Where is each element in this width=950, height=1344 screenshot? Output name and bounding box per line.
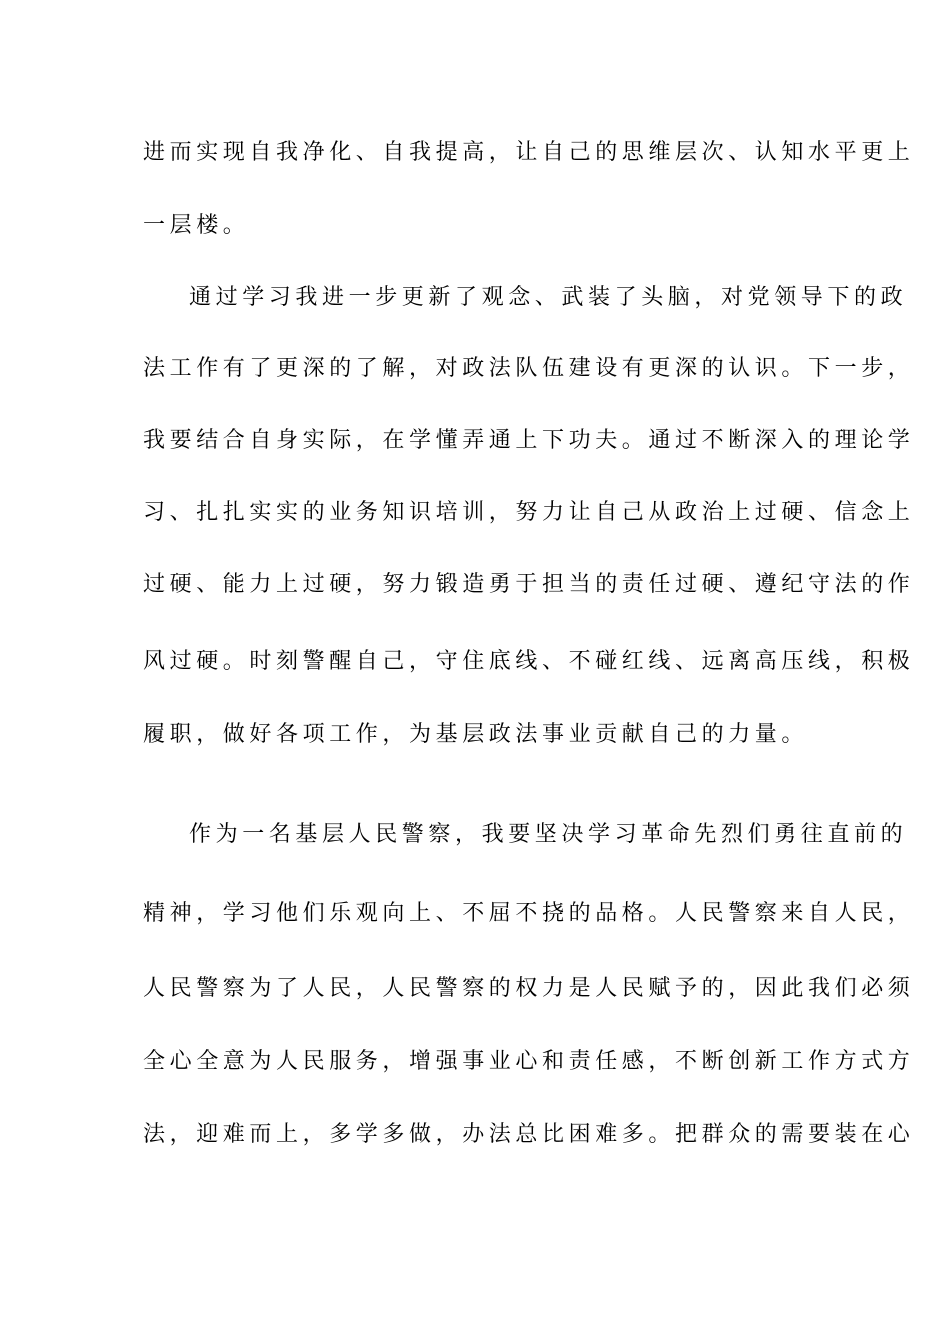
text-line: 履职，做好各项工作，为基层政法事业贡献自己的力量。 (143, 722, 809, 747)
text-line: 人民警察为了人民，人民警察的权力是人民赋予的，因此我们必须 (143, 976, 915, 1001)
text-line: 进而实现自我净化、自我提高，让自己的思维层次、认知水平更上 (143, 140, 915, 165)
paragraph-first-line: 通过学习我进一步更新了观念、武装了头脑，对党领导下的政 (189, 285, 908, 310)
text-line: 我要结合自身实际，在学懂弄通上下功夫。通过不断深入的理论学 (143, 428, 915, 453)
text-line: 一层楼。 (143, 213, 250, 238)
text-line: 习、扎扎实实的业务知识培训，努力让自己从政治上过硬、信念上 (143, 500, 915, 525)
text-line: 风过硬。时刻警醒自己，守住底线、不碰红线、远离高压线，积极 (143, 649, 915, 674)
text-line: 精神，学习他们乐观向上、不屈不挠的品格。人民警察来自人民， (143, 901, 915, 926)
text-line: 全心全意为人民服务，增强事业心和责任感，不断创新工作方式方 (143, 1049, 915, 1074)
paragraph-first-line: 作为一名基层人民警察，我要坚决学习革命先烈们勇往直前的 (189, 822, 908, 847)
text-line: 法工作有了更深的了解，对政法队伍建设有更深的认识。下一步， (143, 356, 915, 381)
text-line: 法，迎难而上，多学多做，办法总比困难多。把群众的需要装在心 (143, 1122, 915, 1147)
text-line: 过硬、能力上过硬，努力锻造勇于担当的责任过硬、遵纪守法的作 (143, 572, 915, 597)
